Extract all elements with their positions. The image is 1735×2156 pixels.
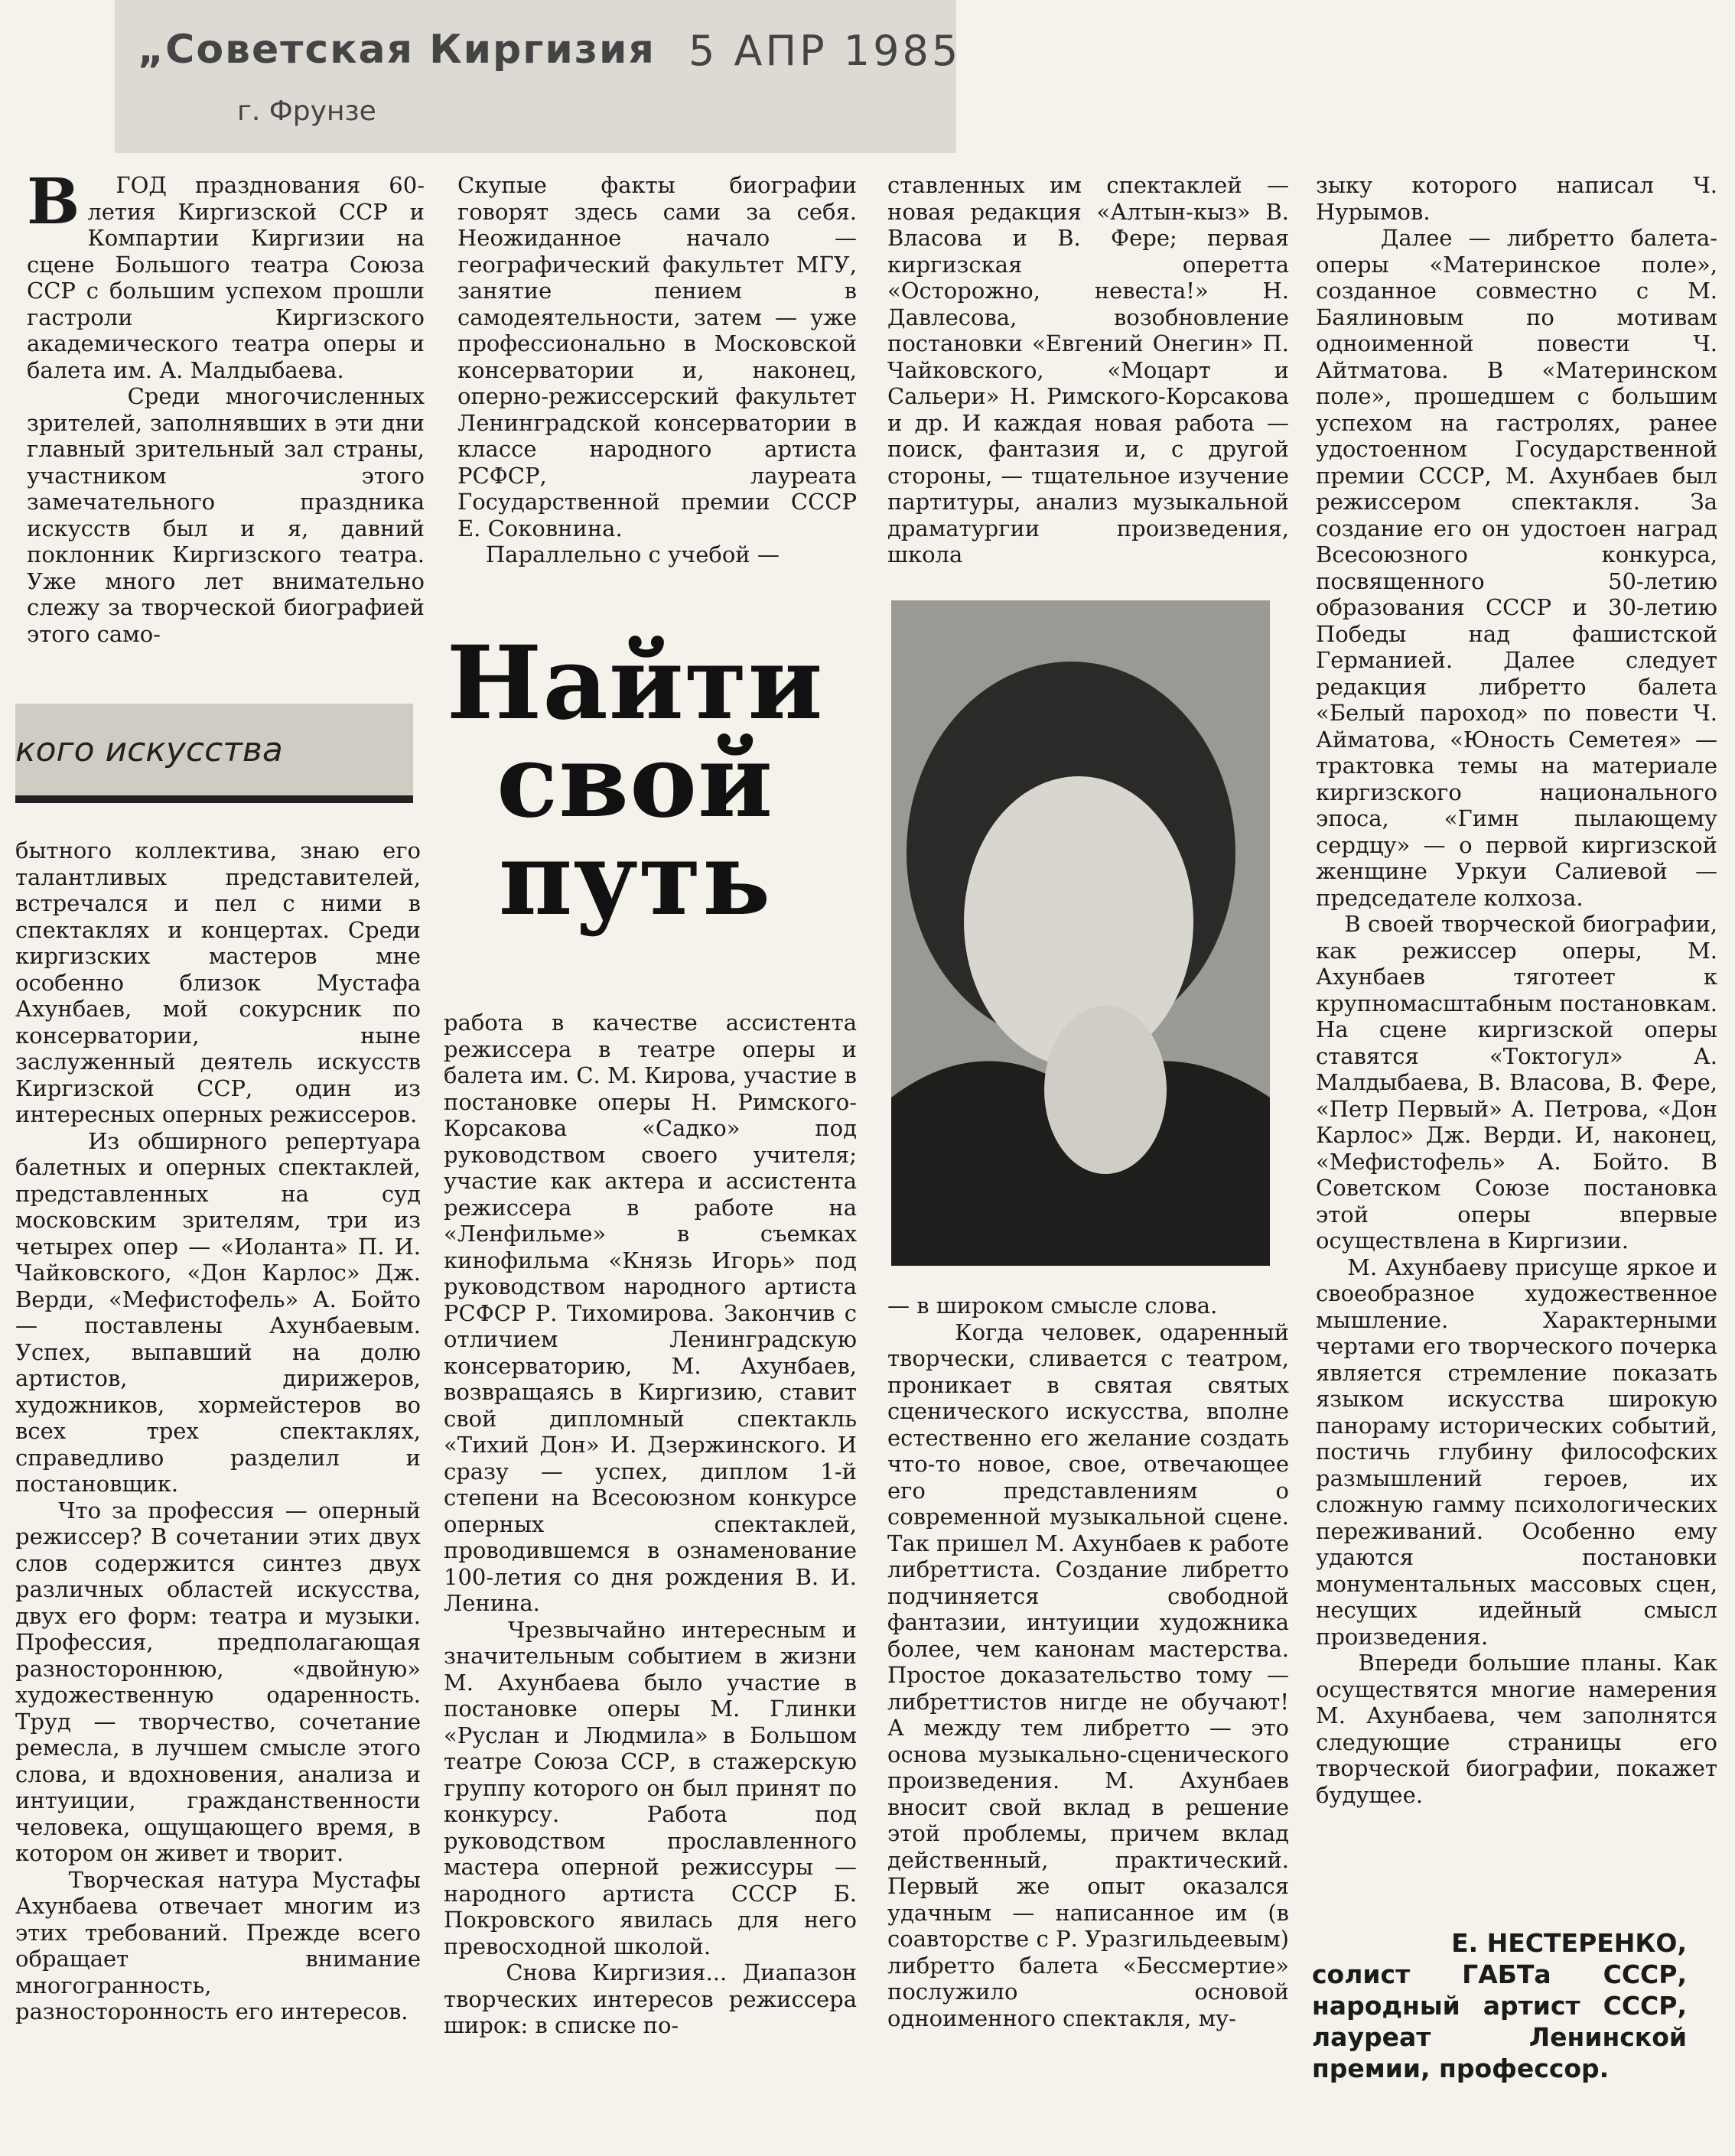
- author-name: Е. НЕСТЕРЕНКО,: [1451, 1928, 1687, 1958]
- column-3-top: ставленных им спектаклей — новая редакция «Алтын-кыз» В. Власова и В. Фере; первая киргизская оперетта «Осторожно, невеста!» Н. Давлесова, возобновление постановки «Евгений Онегин» П. Чайковского, «Моцарт и Сальери» Н. Римского-Корсакова и др. И каждая новая работа — поиск, фантазия и, с другой стороны, — тщательное изучение партитуры, анализ музыкальной драматургии произведения, школа: [887, 172, 1297, 567]
- portrait-photo: [891, 600, 1270, 1266]
- column-2-top: Скупые факты биографии говорят здесь сами за себя. Неожиданное начало — географический факультет МГУ, занятие пением в самодеятельности, затем — уже профессионально в Московской консерватории и, наконец, оперно-режиссерский факультет Ленинградской консерватории в классе народного артиста РСФСР, лауреата Государственной премии СССР Е. Соковнина. Параллельно с учебой —: [457, 172, 857, 567]
- clipping-header: [115, 0, 956, 153]
- column-1-top-text: ГОД празднования 60-летия Киргизской ССР и Компартии Киргизии на сцене Большого театра Союза ССР с большим успехом прошли гастроли Киргизского академического театра оперы и балета им. А. Малдыбаева. Среди многочисленных зрителей, заполнявших в эти дни главный зрительный зал страны, участником этого замечательного праздника искусств был и я, давний поклонник Киргизского театра. Уже много лет внимательно слежу за творческой биографией этого само-: [27, 172, 425, 647]
- author-title: солист ГАБТа СССР, народный артист СССР, лауреат Ленинской премии, профессор.: [1312, 1959, 1687, 2083]
- column-2-bottom: работа в качестве ассистента режиссера в театре оперы и балета им. С. М. Кирова, участие в постановке оперы Н. Римского-Корсакова «Садко» под руководством своего учителя; участие как актера и ассистента режиссера в работе на «Ленфильме» в съемках кинофильма «Князь Игорь» под руководством народного артиста РСФСР Р. Тихомирова. Закончив с отличием Ленинградскую консерваторию, М. Ахунбаев, возвращаясь в Киргизию, ставит свой дипломный спектакль «Тихий Дон» И. Дзержинского. И сразу — успех, диплом 1-й степени на Всесоюзном конкурсе оперных спектаклей, проводившемся в ознаменование 100-летия со дня рождения В. И. Ленина. Чрезвычайно интересным и значительным событием в жизни М. Ахунбаева было участие в постановке оперы М. Глинки «Руслан и Людмила» в Большом театре Союза ССР, в стажерскую группу которого он был принят по конкурсу. Работа под руководством прославленного мастера оперной режиссуры — народного артиста СССР Б. Покровского явилась для него превосходной школой. Снова Киргизия... Диапазон творческих интересов режиссера широк: в списке по-: [444, 1010, 858, 2038]
- city-label: г. Фрунзе: [237, 96, 376, 127]
- column-3-bottom: — в широком смысле слова. Когда человек, одаренный творчески, сливается с театром, проникает в святая святых сценического искусства, вполне естественно его желание создать что-то новое, свое, отвечающее его представлениям о современной музыкальной сцене. Так пришел М. Ахунбаев к работе либреттиста. Создание либретто подчиняется свободной фантазии, интуиции художника более, чем канонам мастерства. Простое доказательство тому — либреттистов нигде не обучают! А между тем либретто — это основа музыкально-сценического произведения. М. Ахунбаев вносит свой вклад в решение этой проблемы, причем вклад действенный, практический. Первый же опыт оказался удачным — написанное им (в соавторстве с Р. Уразгильдеевым) либретто балета «Бессмертие» послужило основой одноименного спектакля, му-: [887, 1293, 1289, 2031]
- rubric-label: кого искусства: [15, 730, 283, 769]
- headline: Найти свой путь: [446, 624, 824, 938]
- date-stamp: 5 АПР 1985: [688, 27, 962, 75]
- column-1-bottom: бытного коллектива, знаю его талантливых представителей, встречался и пел с ними в спектаклях и концертах. Среди киргизских мастеров мне особенно близок Мустафа Ахунбаев, мой сокурсник по консерватории, ныне заслуженный деятель искусств Киргизской ССР, один из интересных оперных режиссеров. Из обширного репертуара балетных и оперных спектаклей, представленных на суд московским зрителям, три из четырех опер — «Иоланта» П. И. Чайковского, «Дон Карлос» Дж. Верди, «Мефистофель» А. Бойто — поставлены Ахунбаевым. Успех, выпавший на долю артистов, дирижеров, художников, хормейстеров во всех трех спектаклях, справедливо разделил и постановщик. Что за профессия — оперный режиссер? В сочетании этих двух слов содержится синтез двух различных областей искусства, двух его форм: театра и музыки. Профессия, предполагающая разностороннюю, «двойную» художественную одаренность. Труд — творчество, сочетание ремесла, в лучшем смысле этого слова, и вдохновения, анализа и интуиции, гражданственности человека, ощущающего время, в котором он живет и творит. Творческая натура Мустафы Ахунбаева отвечает многим из этих требований. Прежде всего обращает внимание многогранность, разносторонность его интересов.: [15, 837, 422, 2024]
- column-4: зыку которого написал Ч. Нурымов. Далее — либретто балета-оперы «Материнское поле», созданное совместно с М. Баялиновым по мотивам одноименной повести Ч. Айтматова. В «Материнском поле», прошедшем с большим успехом на гастролях, ранее удостоенном Государственной премии СССР, М. Ахунбаев был режиссером спектакля. За создание его он удостоен наград Всесоюзного конкурса, посвященного 50-летию образования СССР и 30-летию Победы над фашистской Германией. Далее следует редакция либретто балета «Белый пароход» по повести Ч. Айматова, «Юность Семетея» — трактовка темы на материале киргизского национального эпоса, «Гимн пылающему сердцу» — о первой киргизской женщине Уркуи Салиевой — председателе колхоза. В своей творческой биографии, как режиссер оперы, М. Ахунбаев тяготеет к крупномасштабным постановкам. На сцене киргизской оперы ставятся «Токтогул» А. Малдыбаева, В. Власова, В. Фере, «Петр Первый» А. Петрова, «Дон Карлос» Дж. Верди. И, наконец, «Мефистофель» А. Бойто. В Советском Союзе постановка этой оперы впервые осуществлена в Киргизии. М. Ахунбаеву присуще яркое и своеобразное художественное мышление. Характерными чертами его творческого почерка является стремление показать языком искусства широкую панораму исторических событий, постичь глубину философских размышлений героев, их сложную гамму психологических переживаний. Особенно ему удаются постановки монументальных массовых сцен, несущих идейный смысл произведения. Впереди большие планы. Как осуществятся многие намерения М. Ахунбаева, чем заполнятся следующие страницы его творческой биографии, покажет будущее.: [1316, 172, 1718, 1808]
- portrait-photo-icon: [891, 600, 1270, 1266]
- newspaper-name: „Советская Киргизия: [138, 27, 656, 73]
- author-signature: [1312, 1927, 1687, 2084]
- dropcap: В: [27, 165, 80, 239]
- column-1-top: [27, 165, 425, 647]
- rubric-band: [15, 704, 413, 803]
